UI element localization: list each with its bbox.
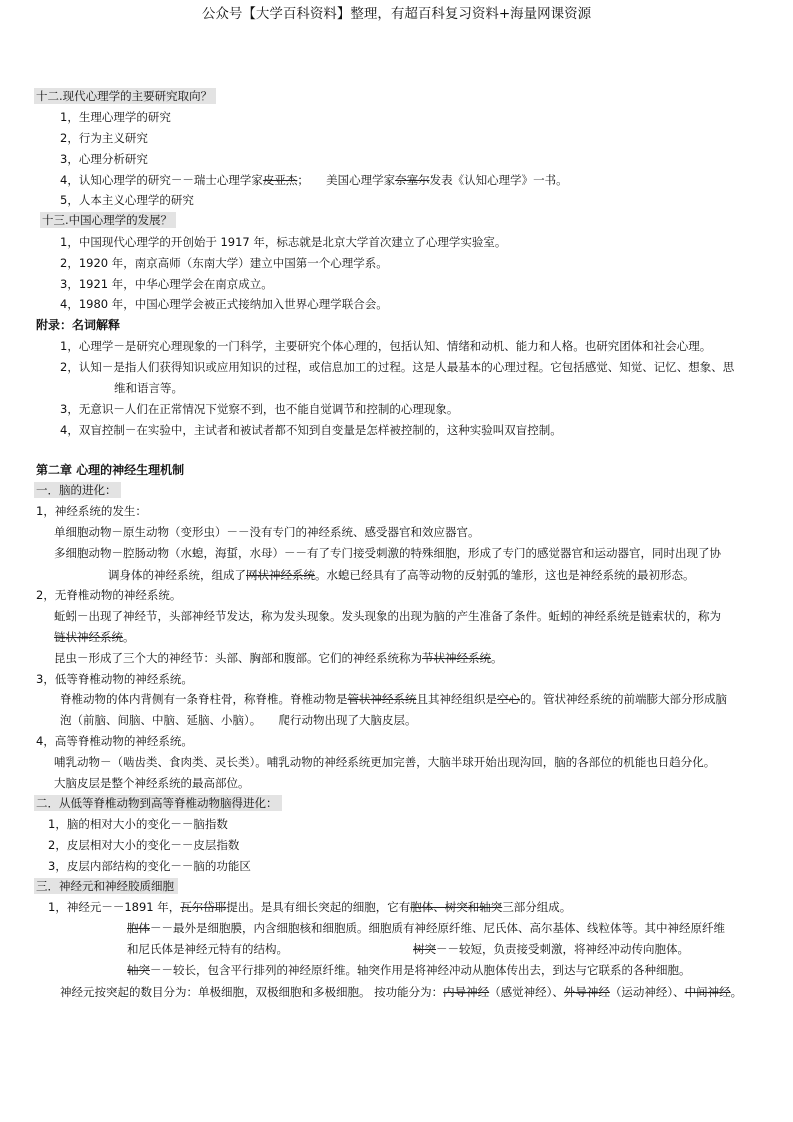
text: 发表《认知心理学》一书。 xyxy=(429,173,568,187)
paragraph xyxy=(413,941,689,957)
chapter-title: 第二章 心理的神经生理机制 xyxy=(36,463,185,477)
text: 脊椎动物的体内背侧有一条脊柱骨，称脊椎。脊椎动物是 xyxy=(60,692,348,706)
list-item: 5，人本主义心理学的研究 xyxy=(60,193,194,207)
paragraph: 1，神经系统的发生： xyxy=(36,504,147,518)
list-item: 2，行为主义研究 xyxy=(60,131,148,145)
struck-term: 瓦尔岱耶 xyxy=(180,900,227,914)
struck-term: 树突 xyxy=(413,942,436,956)
appendix-title: 附录：名词解释 xyxy=(36,318,121,332)
struck-term: 奈塞尔 xyxy=(395,173,430,187)
paragraph: 蚯蚓－出现了神经节，头部神经节发达，称为发头现象。发头现象的出现为脑的产生准备了条件。蚯蚓的神经系统是链索状的，称为 xyxy=(54,609,721,623)
struck-term: 轴突 xyxy=(127,963,150,977)
text: 神经元按突起的数目分为：单极细胞，双极细胞和多极细胞。 按功能分为： xyxy=(60,985,444,999)
struck-term: 外导神经 xyxy=(563,985,610,999)
text: －－较短，负责接受刺激，将神经冲动传向胞体。 xyxy=(436,942,689,956)
struck-term: 空心 xyxy=(497,692,520,706)
text: 。 xyxy=(730,985,743,999)
text: 4，认知心理学的研究－－瑞士心理学家 xyxy=(60,173,263,187)
text: －－最外是细胞膜，内含细胞核和细胞质。细胞质有神经原纤维、尼氏体、高尔基体、线粒体等。其中神经原纤维 xyxy=(150,921,725,935)
text: －－较长，包含平行排列的神经原纤维。轴突作用是将神经冲动从胞体传出去，到达与它联系的各种细胞。 xyxy=(150,963,691,977)
list-item: 1，生理心理学的研究 xyxy=(60,110,171,124)
paragraph xyxy=(108,567,695,583)
paragraph xyxy=(60,691,727,707)
list-item: 1，中国现代心理学的开创始于 1917 年，标志就是北京大学首次建立了心理学实验室。 xyxy=(60,235,507,249)
text: 。 xyxy=(123,630,135,644)
paragraph xyxy=(54,650,503,666)
paragraph: 和尼氏体是神经元特有的结构。 xyxy=(127,942,288,956)
text: （感觉神经）、 xyxy=(489,985,564,999)
list-item: 3，皮层内部结构的变化－－脑的功能区 xyxy=(48,859,251,873)
section-heading-12: 十二.现代心理学的主要研究取向？ xyxy=(34,88,216,104)
paragraph: 哺乳动物－（啮齿类、食肉类、灵长类）。哺乳动物的神经系统更加完善，大脑半球开始出现沟回，脑的各部位的机能也日趋分化。 xyxy=(54,755,716,769)
paragraph: 大脑皮层是整个神经系统的最高部位。 xyxy=(54,776,250,790)
struck-term: 节状神经系统 xyxy=(422,651,491,665)
paragraph: 泡（前脑、间脑、中脑、延脑、小脑）。 爬行动物出现了大脑皮层。 xyxy=(60,713,417,727)
text: 。 xyxy=(491,651,503,665)
paragraph: 单细胞动物－原生动物（变形虫）－－没有专门的神经系统、感受器官和效应器官。 xyxy=(54,525,480,539)
paragraph xyxy=(127,962,691,978)
list-item xyxy=(60,172,568,188)
paragraph: 多细胞动物－腔肠动物（水螅，海蜇，水母）－－有了专门接受刺激的特殊细胞，形成了专门的感觉器官和运动器官，同时出现了协 xyxy=(54,546,721,560)
struck-term: 链状神经系统 xyxy=(54,630,123,644)
text: 。水螅已经具有了高等动物的反射弧的雏形，这也是神经系统的最初形态。 xyxy=(315,568,695,582)
list-item: 2，皮层相对大小的变化－－皮层指数 xyxy=(48,838,240,852)
page-header: 公众号【大学百科资料】整理，有超百科复习资料+海量网课资源 xyxy=(201,6,592,22)
paragraph xyxy=(127,920,725,936)
section-heading: 二．从低等脊椎动物到高等脊椎动物脑得进化： xyxy=(34,795,282,811)
definition-continued: 维和语言等。 xyxy=(114,381,183,395)
text: 且其神经组织是 xyxy=(416,692,497,706)
struck-term: 中间神经 xyxy=(684,985,731,999)
text: 提出。是具有细长突起的细胞，它有 xyxy=(226,900,411,914)
text: 调身体的神经系统，组成了 xyxy=(108,568,246,582)
definition: 4，双盲控制－在实验中，主试者和被试者都不知到自变量是怎样被控制的，这种实验叫双盲控制。 xyxy=(60,423,562,437)
struck-term: 网状神经系统 xyxy=(246,568,315,582)
list-item: 2，1920 年，南京高师（东南大学）建立中国第一个心理学系。 xyxy=(60,256,388,270)
definition: 3，无意识－人们在正常情况下觉察不到，也不能自觉调节和控制的心理现象。 xyxy=(60,402,459,416)
struck-term: 内导神经 xyxy=(443,985,490,999)
list-item: 3，1921 年，中华心理学会在南京成立。 xyxy=(60,277,273,291)
paragraph xyxy=(60,984,742,1000)
paragraph xyxy=(54,629,135,645)
text: 的。管状神经系统的前端膨大部分形成脑 xyxy=(520,692,727,706)
text: ； 美国心理学家 xyxy=(297,173,396,187)
text: 1，神经元－－1891 年， xyxy=(48,900,181,914)
text: （运动神经）、 xyxy=(609,985,685,999)
paragraph xyxy=(48,899,571,915)
text: 昆虫－形成了三个大的神经节：头部、胸部和腹部。它们的神经系统称为 xyxy=(54,651,422,665)
struck-term: 皮亚杰 xyxy=(262,173,298,187)
list-item: 1，脑的相对大小的变化－－脑指数 xyxy=(48,817,228,831)
definition: 1，心理学－是研究心理现象的一门科学，主要研究个体心理的，包括认知、情绪和动机、能力和人格。也研究团体和社会心理。 xyxy=(60,339,712,353)
struck-term: 管状神经系统 xyxy=(347,692,417,706)
paragraph: 4，高等脊椎动物的神经系统。 xyxy=(36,734,193,748)
struck-term: 胞体 xyxy=(127,921,150,935)
section-heading-13: 十三.中国心理学的发展？ xyxy=(40,212,176,228)
section-heading: 三．神经元和神经胶质细胞 xyxy=(34,878,178,894)
list-item: 4，1980 年，中国心理学会被正式接纳加入世界心理学联合会。 xyxy=(60,297,388,311)
section-heading: 一．脑的进化： xyxy=(34,482,121,498)
text: 三部分组成。 xyxy=(502,900,572,914)
struck-term: 胞体、树突和轴突 xyxy=(410,900,503,914)
paragraph: 2，无脊椎动物的神经系统。 xyxy=(36,588,182,602)
definition: 2，认知－是指人们获得知识或应用知识的过程，或信息加工的过程。这是人最基本的心理过程。它包括感觉、知觉、记忆、想象、思 xyxy=(60,360,735,374)
list-item: 3，心理分析研究 xyxy=(60,152,148,166)
paragraph: 3，低等脊椎动物的神经系统。 xyxy=(36,672,193,686)
